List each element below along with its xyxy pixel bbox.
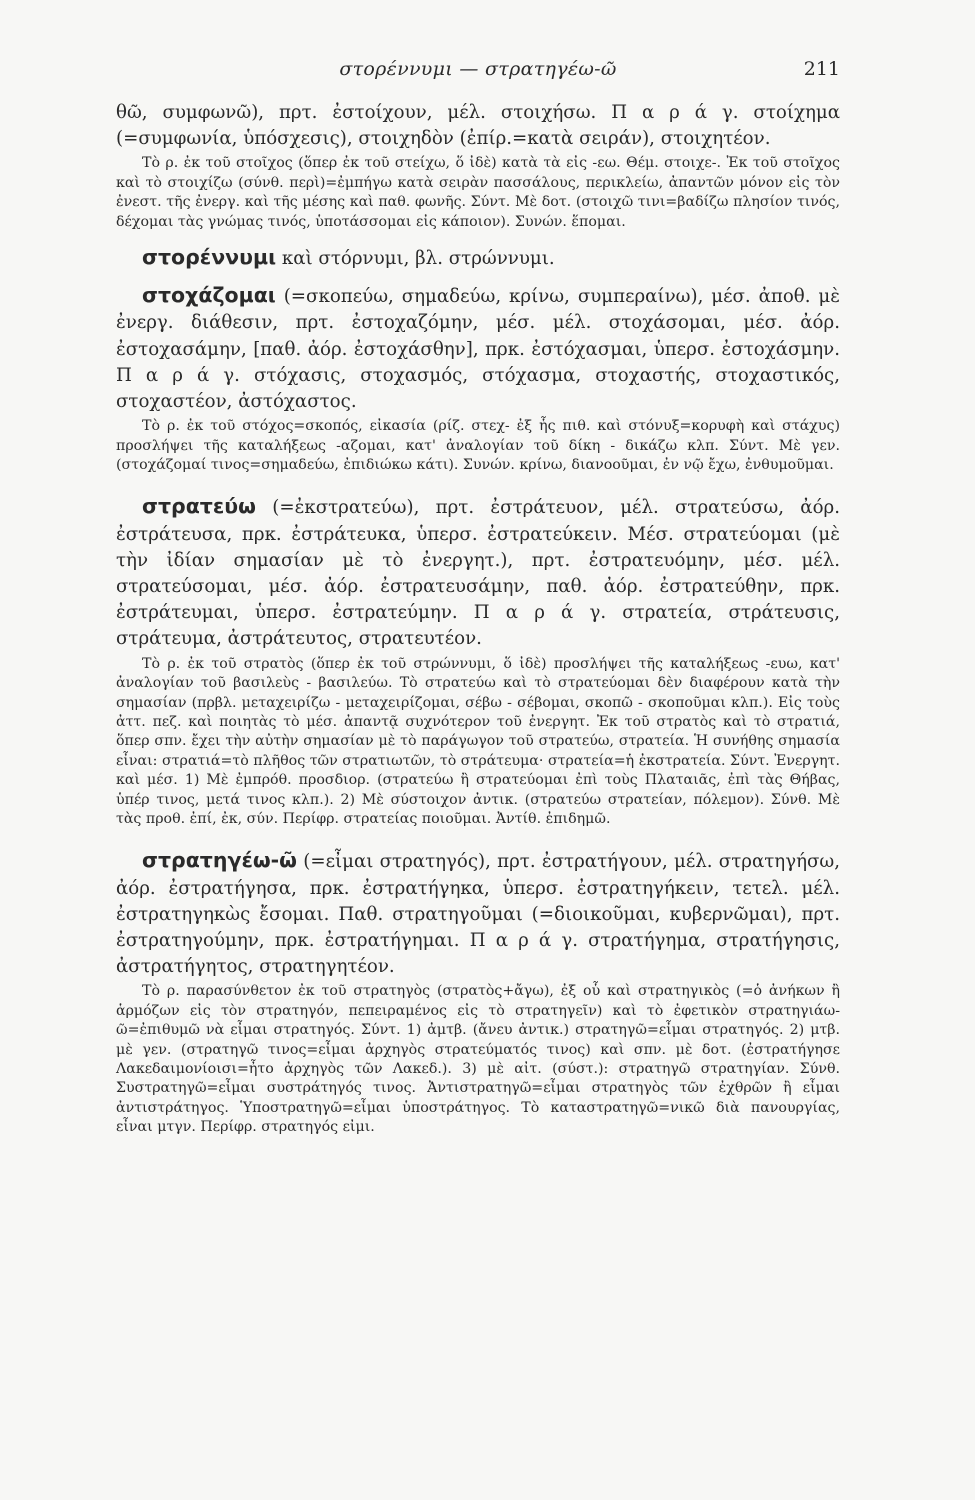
entry-main: στρατεύω (=ἐκστρατεύω), πρτ. ἐστράτευον, μέλ. στρατεύσω, ἀόρ. ἐστράτευσα, πρκ. ἐστράτευκα, ὑπερσ. ἐστρατεύκειν. Μέσ. στρατεύομαι (μὲ τὴν ἰδίαν σημασίαν μὲ τὸ ἐνεργητ.), πρτ. ἐστρατευόμην, μέσ. μέλ. στρατεύσομαι, μέσ. ἀόρ. ἐστρατευσάμην, παθ. ἀόρ. ἐστρατεύθην, πρκ. ἐστράτευμαι, ὑπερσ. ἐστρατεύμην. Π α ρ ά γ. στρατεία, στράτευσις, στράτευμα, ἀστράτευτος, στρατευτέον. [116,494,840,650]
etymology-note: Τὸ ρ. παρασύνθετον ἐκ τοῦ στρατηγὸς (στρατὸς+ἄγω), ἐξ οὗ καὶ στρατηγικὸς (=ὁ ἀνήκων ἢ ἁρμόζων εἰς τὸν στρατηγόν, πεπειραμένος εἰς τὸ στρατηγεῖν) καὶ τὸ ἐφετικὸν στρατηγιάω-ῶ=ἐπιθυμῶ νὰ εἶμαι στρατηγός. Σύντ. 1) ἀμτβ. (ἄνευ ἀντικ.) στρατηγῶ=εἶμαι στρατηγός. 2) μτβ. μὲ γεν. (στρατηγῶ τινος=εἶμαι ἀρχηγὸς στρατεύματός τινος) καὶ σπν. μὲ δοτ. (ἐστρατήγησε Λακεδαιμονίοισι=ἦτο ἀρχηγὸς τῶν Λακεδ.). 3) μὲ αἰτ. (σύστ.): στρατηγῶ στρατηγίαν. Σύνθ. Συστρατηγῶ=εἶμαι συστράτηγός τινος. Ἀντιστρατηγῶ=εἶμαι στρατηγὸς τῶν ἐχθρῶν ἢ εἶμαι ἀντιστράτηγος. Ὑποστρατηγῶ=εἶμαι ὑποστράτηγος. Τὸ καταστρατηγῶ=νικῶ διὰ πανουργίας, εἶναι μτγν. Περίφρ. στρατηγός εἰμι. [116,983,840,1136]
entry-main: στοχάζομαι (=σκοπεύω, σημαδεύω, κρίνω, συμπεραίνω), μέσ. ἀποθ. μὲ ἐνεργ. διάθεσιν, πρτ. ἐστοχαζόμην, μέσ. μέλ. στοχάσομαι, μέσ. ἀόρ. ἐστοχασάμην, [παθ. ἀόρ. ἐστοχάσθην], πρκ. ἐστόχασμαι, ὑπερσ. ἐστοχάσμην. Π α ρ ά γ. στόχασις, στοχασμός, στόχασμα, στοχαστής, στοχαστικός, στοχαστέον, ἀστόχαστος. [116,283,840,413]
etymology-note: Τὸ ρ. ἐκ τοῦ στόχος=σκοπός, εἰκασία (ρίζ. στεχ- ἐξ ἧς πιθ. καὶ στόνυξ=κορυφὴ καὶ στάχυς) προσλήψει τῆς καταλήξεως -αζομαι, κατ' ἀναλογίαν τοῦ δίκη - δικάζω κλπ. Σύντ. Μὲ γεν. (στοχάζομαί τινος=σημαδεύω, ἐπιδιώκω κάτι). Συνών. κρίνω, διανοοῦμαι, ἐν νῷ ἔχω, ἐνθυμοῦμαι. [116,418,840,474]
etymology-note: Τὸ ρ. ἐκ τοῦ στρατὸς (ὅπερ ἐκ τοῦ στρώννυμι, ὅ ἰδὲ) προσλήψει τῆς καταλήξεως -ευω, κατ' ἀναλογίαν τοῦ βασιλεὺς - βασιλεύω. Τὸ στρατεύω καὶ τὸ στρατεύομαι δὲν διαφέρουν κατὰ τὴν σημασίαν (πρβλ. μεταχειρίζω - μεταχειρίζομαι, σέβω - σέβομαι, σκοπῶ - σκοποῦμαι κλπ.). Εἰς τοὺς ἀττ. πεζ. καὶ ποιητὰς τὸ μέσ. ἀπαντᾷ συχνότερον τοῦ ἐνεργητ. Ἐκ τοῦ στρατὸς καὶ τὸ στρατιά, ὅπερ σπν. ἔχει τὴν αὐτὴν σημασίαν μὲ τὸ παράγωγον τοῦ στρατεύω, στρατεία. Ἡ συνήθης σημασία εἶναι: στρατιά=τὸ πλῆθος τῶν στρατιωτῶν, τὸ στράτευμα· στρατεία=ἡ ἐκστρατεία. Σύντ. Ἐνεργητ. καὶ μέσ. 1) Μὲ ἐμπρόθ. προσδιορ. (στρατεύω ἢ στρατεύομαι ἐπὶ τοὺς Πλαταιᾶς, ἐπὶ τὰς Θήβας, ὑπέρ τινος, μετά τινος κλπ.). 2) Μὲ σύστοιχον ἀντικ. (στρατεύω στρατείαν, πόλεμον). Σύνθ. Μὲ τὰς προθ. ἐπί, ἐκ, σύν. Περίφρ. στρατείας ποιοῦμαι. Ἀντίθ. ἐπιδημῶ. [116,655,840,827]
headword: στορέννυμι [142,245,277,270]
dictionary-page [116,40,840,1138]
entry-main: στρατηγέω-ῶ (=εἶμαι στρατηγός), πρτ. ἐστρατήγουν, μέλ. στρατηγήσω, ἀόρ. ἐστρατήγησα, πρκ. ἐστρατήγηκα, ὑπερσ. ἐστρατηγήκειν, τετελ. μέλ. ἐστρατηγηκὼς ἔσομαι. Παθ. στρατηγοῦμαι (=διοικοῦμαι, κυβερνῶμαι), πρτ. ἐστρατηγούμην, πρκ. ἐστρατήγημαι. Π α ρ ά γ. στρατήγημα, στρατήγησις, ἀστρατήγητος, στρατηγητέον. [116,848,840,978]
headword: στοχάζομαι [142,283,276,308]
entry-cross-reference: στορέννυμι καὶ στόρνυμι, βλ. στρώννυμι. [142,245,555,270]
entry-continuation: θῶ, συμφωνῶ), πρτ. ἐστοίχουν, μέλ. στοιχήσω. Π α ρ ά γ. στοίχημα (=συμφωνία, ὑπόσχεσις), στοιχηδὸν (ἐπίρ.=κατὰ σειράν), στοιχητέον. [116,102,840,150]
etymology-note: Τὸ ρ. ἐκ τοῦ στοῖχος (ὅπερ ἐκ τοῦ στείχω, ὅ ἰδὲ) κατὰ τὰ εἰς -εω. Θέμ. στοιχε-. Ἐκ τοῦ στοῖχος καὶ τὸ στοιχίζω (σύνθ. περὶ)=ἐμπήγω κατὰ σειρὰν πασσάλους, περικλείω, ἀπαντῶν μόνον εἰς τὸν ἐνεστ. τῆς ἐνεργ. καὶ τῆς μέσης καὶ παθ. φωνῆς. Σύντ. Μὲ δοτ. (στοιχῶ τινι=βαδίζω πλησίον τινός, δέχομαι τὰς γνώμας τινός, ὑποτάσσομαι εἰς κάποιον). Συνών. ἕπομαι. [116,155,840,230]
page-number: 211 [803,58,840,80]
headword: στρατηγέω-ῶ [142,848,298,873]
running-title: στορέννυμι — στρατηγέω-ῶ [339,58,617,80]
headword: στρατεύω [142,494,256,519]
page-header [116,40,840,100]
